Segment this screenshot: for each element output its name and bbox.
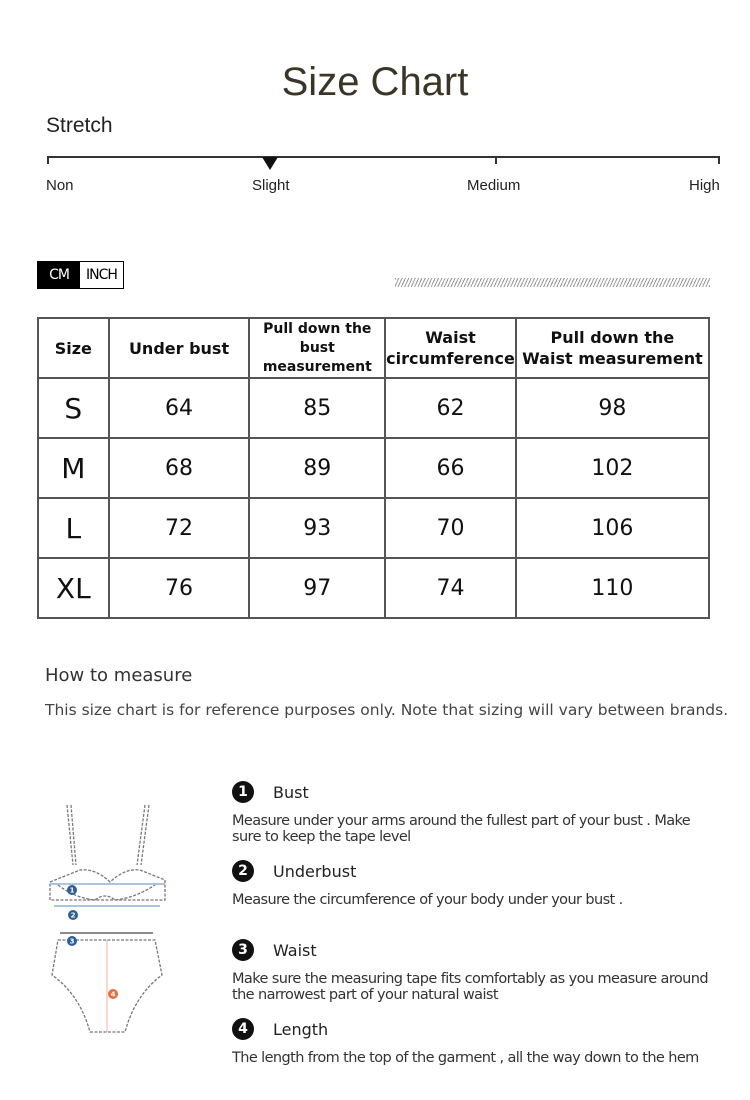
value-cell: 102 xyxy=(516,438,709,498)
item-title: Bust xyxy=(273,782,309,802)
item-desc: Measure under your arms around the fullest part of your bust . Make sure to keep the tape level xyxy=(232,813,691,845)
svg-text:4: 4 xyxy=(110,990,116,999)
scale-tick xyxy=(47,156,49,164)
header-size: Size xyxy=(38,318,109,378)
table-row xyxy=(38,378,709,438)
scale-tick xyxy=(718,156,720,164)
stretch-level-slight: Slight xyxy=(252,177,290,194)
garment-diagram xyxy=(40,800,170,1040)
stretch-marker-icon xyxy=(262,157,278,170)
item-desc: Measure the circumference of your body under your bust . xyxy=(232,892,623,908)
number-3-icon: 3 xyxy=(232,939,254,961)
measure-item-underbust xyxy=(232,860,722,908)
value-cell: 74 xyxy=(385,558,516,618)
value-cell: 68 xyxy=(109,438,250,498)
item-title: Waist xyxy=(273,940,317,960)
value-cell: 66 xyxy=(385,438,516,498)
item-title: Underbust xyxy=(273,861,357,881)
value-cell: 89 xyxy=(249,438,385,498)
value-cell: 98 xyxy=(516,378,709,438)
header-pull-down-bust: Pull down the bust measurement xyxy=(249,318,385,378)
how-to-measure-title: How to measure xyxy=(45,665,193,686)
number-2-icon: 2 xyxy=(232,860,254,882)
measure-item-bust xyxy=(232,781,722,845)
stretch-level-non: Non xyxy=(46,177,74,194)
header-pull-down-waist: Pull down the Waist measurement xyxy=(516,318,709,378)
stretch-label: Stretch xyxy=(46,114,113,137)
unit-inch[interactable]: INCH xyxy=(80,262,123,288)
scale-tick xyxy=(495,156,497,164)
value-cell: 76 xyxy=(109,558,250,618)
size-cell: XL xyxy=(38,558,109,618)
svg-text:2: 2 xyxy=(70,911,76,920)
table-row xyxy=(38,558,709,618)
size-table xyxy=(37,317,710,619)
value-cell: 85 xyxy=(249,378,385,438)
value-cell: 97 xyxy=(249,558,385,618)
unit-cm[interactable]: CM xyxy=(38,262,80,288)
item-desc: Make sure the measuring tape fits comfortably as you measure around the narrowest part of your natural waist xyxy=(232,971,708,1003)
measure-item-waist xyxy=(232,939,722,1003)
page-title: Size Chart xyxy=(281,60,469,104)
hatch-decoration xyxy=(395,278,710,287)
value-cell: 93 xyxy=(249,498,385,558)
value-cell: 70 xyxy=(385,498,516,558)
value-cell: 72 xyxy=(109,498,250,558)
svg-text:3: 3 xyxy=(69,937,75,946)
table-row xyxy=(38,438,709,498)
size-cell: L xyxy=(38,498,109,558)
size-cell: M xyxy=(38,438,109,498)
value-cell: 62 xyxy=(385,378,516,438)
unit-toggle xyxy=(37,261,124,289)
number-4-icon: 4 xyxy=(232,1018,254,1040)
svg-text:1: 1 xyxy=(69,886,75,895)
stretch-level-high: High xyxy=(689,177,720,194)
measure-item-length xyxy=(232,1018,722,1066)
stretch-level-medium: Medium xyxy=(467,177,521,194)
item-title: Length xyxy=(273,1019,329,1039)
value-cell: 64 xyxy=(109,378,250,438)
header-waist: Waist circumference xyxy=(385,318,516,378)
number-1-icon: 1 xyxy=(232,781,254,803)
header-under-bust: Under bust xyxy=(109,318,250,378)
table-header-row xyxy=(38,318,709,378)
item-desc: The length from the top of the garment , all the way down to the hem xyxy=(232,1050,699,1066)
disclaimer-note: This size chart is for reference purposes only. Note that sizing will vary between brands. xyxy=(45,701,729,719)
value-cell: 106 xyxy=(516,498,709,558)
stretch-scale xyxy=(47,156,720,158)
size-cell: S xyxy=(38,378,109,438)
value-cell: 110 xyxy=(516,558,709,618)
table-row xyxy=(38,498,709,558)
